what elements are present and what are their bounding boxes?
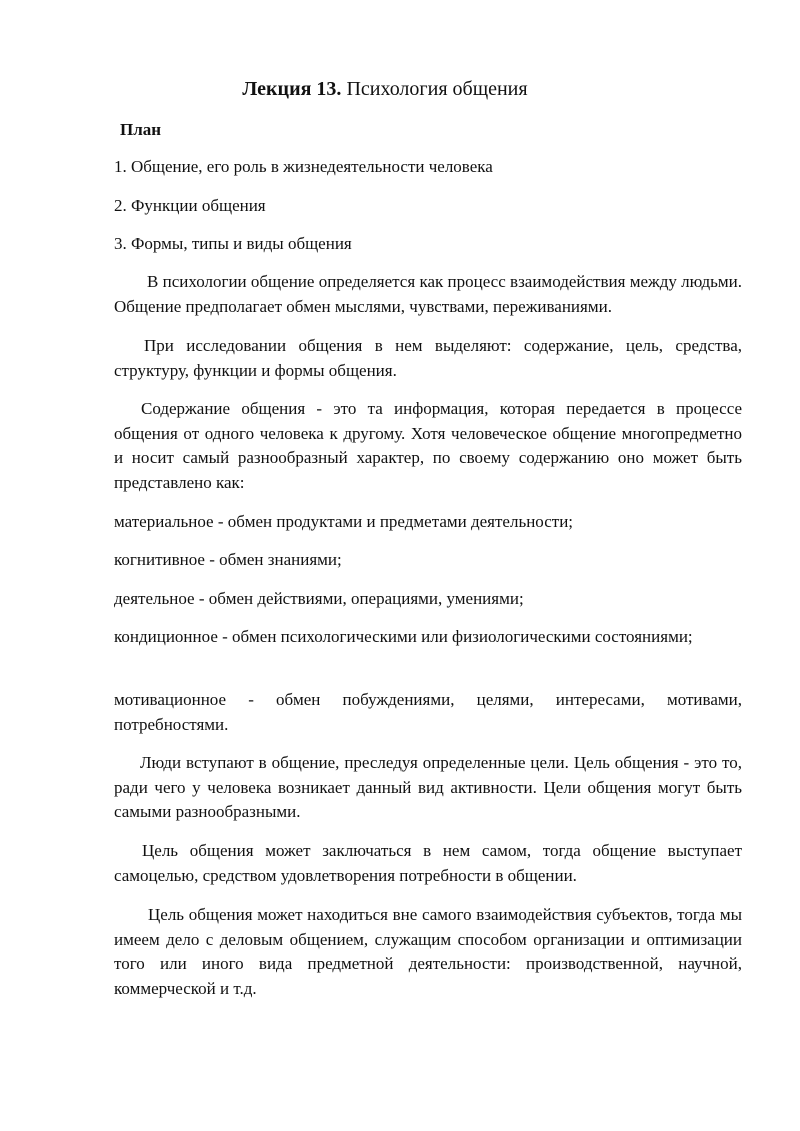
list-item-conditional: кондиционное - обмен психологическими или физиологическими состояниями;	[114, 627, 693, 646]
lecture-number: Лекция 13.	[242, 78, 342, 100]
list-item-cognitive: когнитивное - обмен знаниями;	[114, 550, 342, 569]
lecture-topic: Психология общения	[341, 78, 528, 100]
plan-item-2: 2. Функции общения	[114, 196, 266, 215]
plan-item-3: 3. Формы, типы и виды общения	[114, 234, 352, 253]
plan-item-1: 1. Общение, его роль в жизнедеятельности человека	[114, 157, 493, 176]
plan-heading: План	[120, 120, 162, 139]
paragraph-definition: В психологии общение определяется как процесс взаимодействия между людьми. Общение предполагает обмен мыслями, чувствами, переживаниями.	[114, 272, 742, 316]
paragraph-business-goal: Цель общения может находиться вне самого взаимодействия субъектов, тогда мы имеем дело с деловым общением, служащим способом организации и оптимизации того или иного вида предметной деятельности: производственной, научной, коммерческой и т.д.	[114, 905, 742, 998]
lecture-title	[0, 76, 770, 102]
paragraph-self-goal: Цель общения может заключаться в нем самом, тогда общение выступает самоцелью, средством удовлетворения потребности в общении.	[114, 841, 742, 885]
paragraph-components: При исследовании общения в нем выделяют: содержание, цель, средства, структуру, функции и формы общения.	[114, 336, 742, 380]
list-item-activity: деятельное - обмен действиями, операциями, умениями;	[114, 589, 524, 608]
list-item-motivational: мотивационное - обмен побуждениями, целями, интересами, мотивами, потребностями.	[114, 690, 742, 734]
list-item-material: материальное - обмен продуктами и предметами деятельности;	[114, 512, 574, 531]
paragraph-content: Содержание общения - это та информация, которая передается в процессе общения от одного человека к другому. Хотя человеческое общение многопредметно и носит самый разнообразный характер, по своему содержанию оно может быть представлено как:	[114, 399, 742, 492]
paragraph-goals: Люди вступают в общение, преследуя определенные цели. Цель общения - это то, ради чего у человека возникает данный вид активности. Цели общения могут быть самыми разнообразными.	[114, 753, 742, 822]
